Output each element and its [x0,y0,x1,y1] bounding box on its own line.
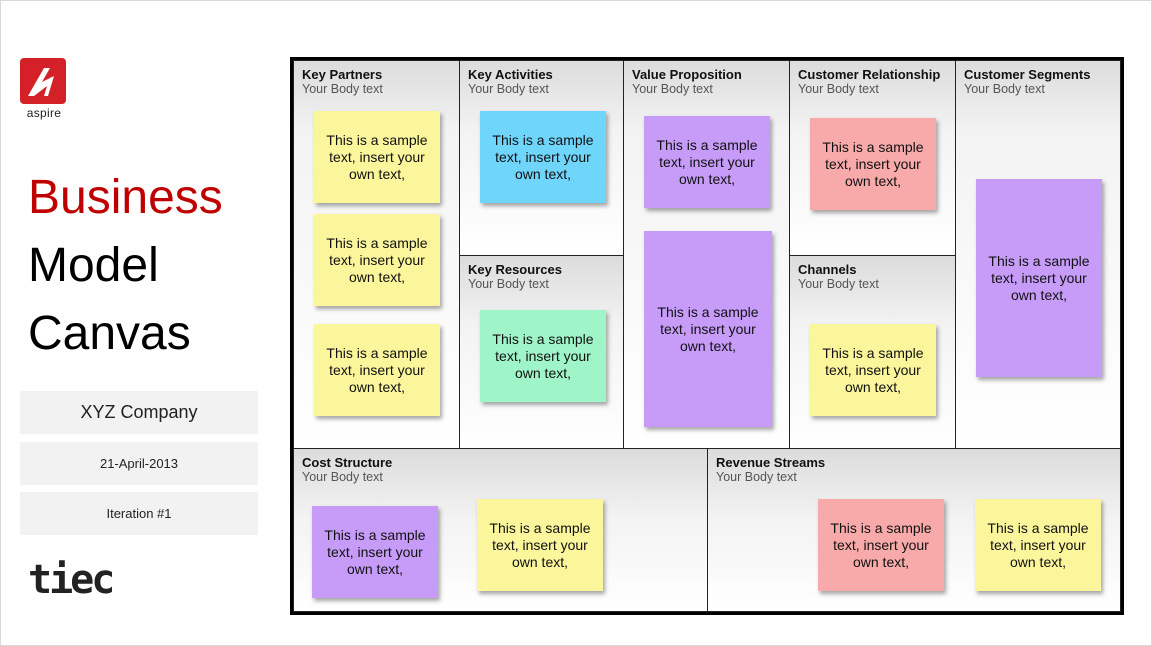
page-title [28,164,223,368]
sticky-note: This is a sample text, insert your own text, [480,111,606,203]
key-resources-title: Key Resources [468,262,562,277]
iteration-box [20,492,258,535]
cell-key-activities [459,60,624,256]
sticky-note: This is a sample text, insert your own text, [644,231,772,427]
sticky-note: This is a sample text, insert your own text, [477,499,603,591]
key-activities-title: Key Activities [468,67,553,82]
title-model: Model [28,239,159,292]
date-box [20,442,258,485]
date-text: 21-April-2013 [99,456,179,471]
cell-key-partners [293,60,460,449]
cell-customer-relationship [789,60,956,256]
sticky-note: This is a sample text, insert your own text, [480,310,606,402]
company-name: XYZ Company [80,402,198,422]
company-name-box [20,391,258,434]
cost-structure-subtitle: Your Body text [302,470,383,484]
tiec-logo-text: tiec [28,557,113,603]
channels-title: Channels [798,262,857,277]
iteration-text: Iteration #1 [106,506,172,521]
aspire-logo-icon [20,58,66,104]
cell-revenue-streams [707,448,1121,612]
customer-relationship-title: Customer Relationship [798,67,941,82]
customer-relationship-subtitle: Your Body text [798,82,879,96]
cost-structure-title: Cost Structure [302,455,393,470]
cell-value-proposition [623,60,790,449]
customer-segments-title: Customer Segments [964,67,1091,82]
aspire-logo-text: aspire [26,106,62,120]
tiec-logo [28,557,113,603]
title-canvas: Canvas [28,307,191,360]
business-model-canvas [290,57,1124,615]
sticky-note: This is a sample text, insert your own text, [810,324,936,416]
title-business: Business [28,171,223,224]
key-resources-subtitle: Your Body text [468,277,549,291]
sticky-note: This is a sample text, insert your own text, [644,116,770,208]
value-proposition-subtitle: Your Body text [632,82,713,96]
cell-key-resources [459,255,624,449]
cell-cost-structure [293,448,708,612]
cell-channels [789,255,956,449]
customer-segments-subtitle: Your Body text [964,82,1045,96]
value-proposition-title: Value Proposition [632,67,742,82]
sticky-note: This is a sample text, insert your own text, [810,118,936,210]
sticky-note: This is a sample text, insert your own text, [818,499,944,591]
sticky-note: This is a sample text, insert your own text, [314,214,440,306]
key-partners-title: Key Partners [302,67,383,82]
revenue-streams-title: Revenue Streams [716,455,826,470]
sticky-note: This is a sample text, insert your own text, [976,179,1102,377]
sticky-note: This is a sample text, insert your own text, [312,506,438,598]
channels-subtitle: Your Body text [798,277,879,291]
sticky-note: This is a sample text, insert your own text, [314,111,440,203]
key-partners-subtitle: Your Body text [302,82,383,96]
cell-customer-segments [955,60,1121,449]
revenue-streams-subtitle: Your Body text [716,470,797,484]
key-activities-subtitle: Your Body text [468,82,549,96]
sticky-note: This is a sample text, insert your own text, [314,324,440,416]
aspire-logo [20,58,68,120]
sticky-note: This is a sample text, insert your own text, [975,499,1101,591]
